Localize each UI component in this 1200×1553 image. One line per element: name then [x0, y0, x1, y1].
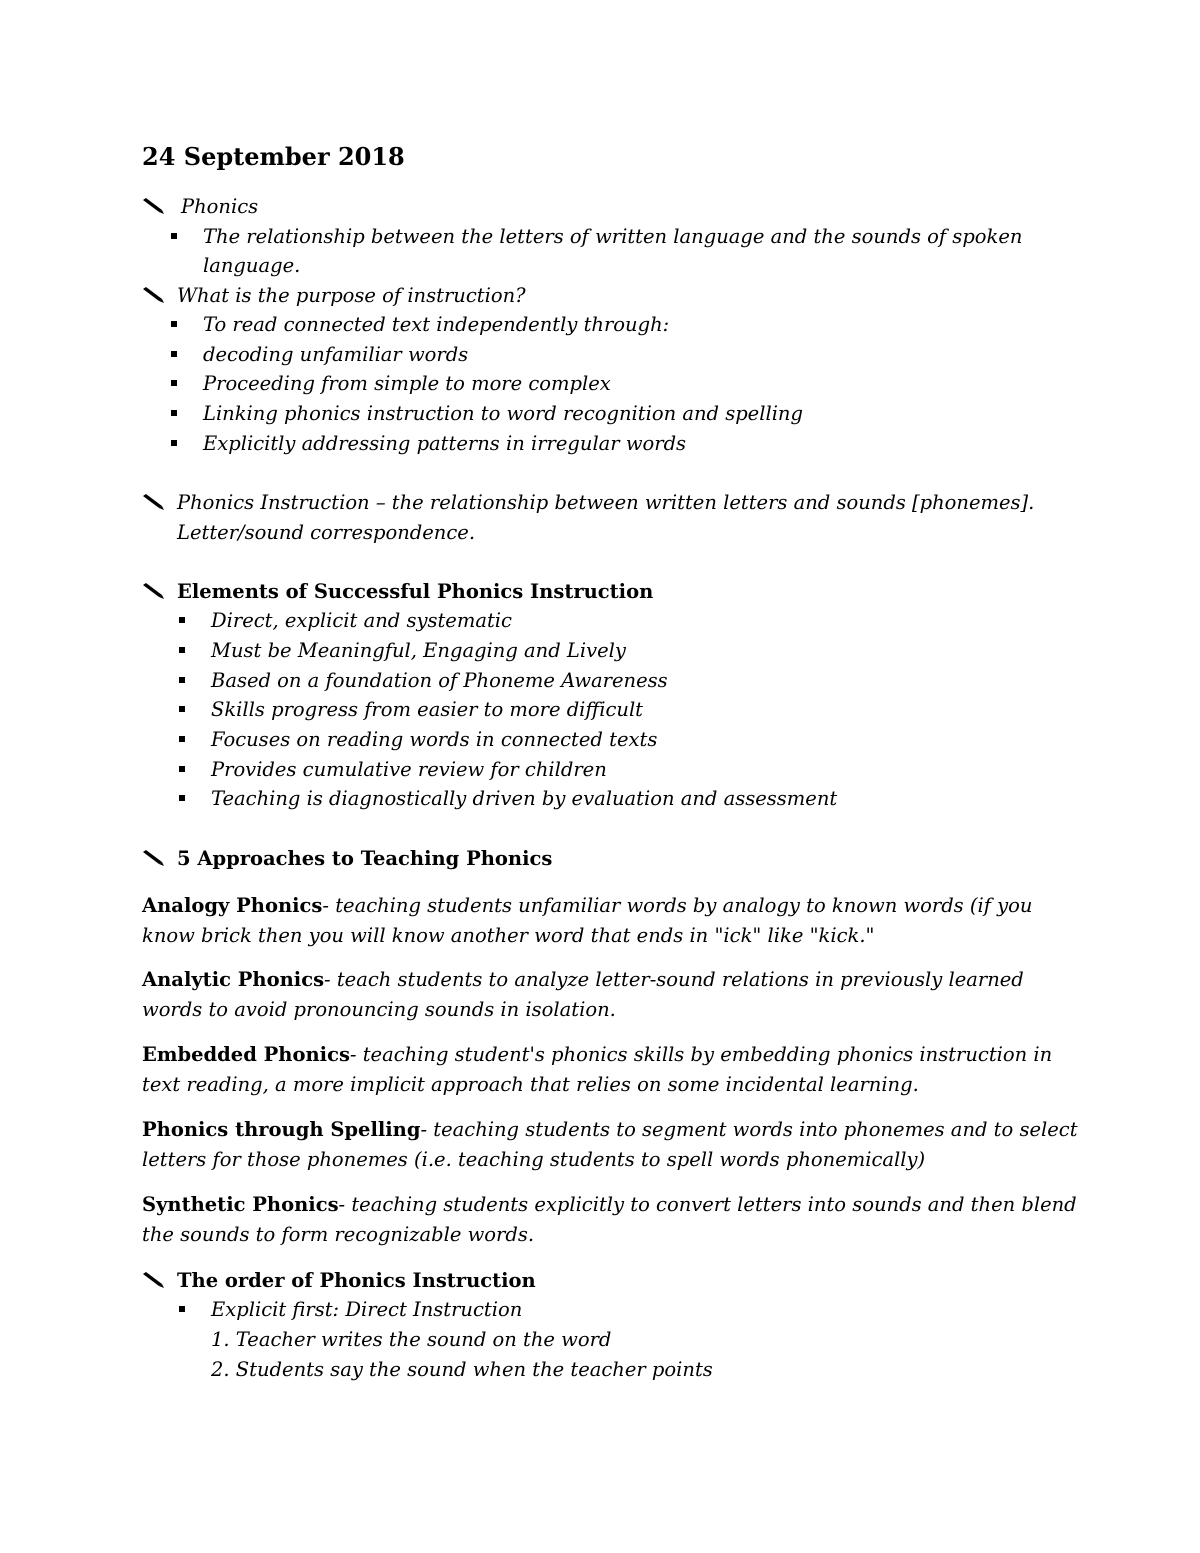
- approach-desc: - teaching students unfamiliar words by analogy to known words (if you: [322, 894, 1033, 917]
- phonics-definition: The relationship between the letters of written language and the sounds of spoken: [203, 225, 1023, 248]
- page-title: 24 September 2018: [142, 142, 405, 171]
- approach-term: Analytic Phonics: [142, 968, 325, 991]
- pencil-icon: [142, 198, 164, 214]
- approach-desc: - teaching students explicitly to convert letters into sounds and then blend: [338, 1193, 1077, 1216]
- approach-desc: - teaching students to segment words into phonemes and to select: [420, 1118, 1078, 1141]
- bullet-marker: [171, 233, 177, 239]
- elements-item: Skills progress from easier to more difficult: [211, 698, 644, 721]
- pencil-icon: [142, 494, 164, 510]
- elements-item: Provides cumulative review for children: [211, 758, 607, 781]
- bullet-marker: [179, 647, 185, 653]
- approach-desc: - teaching student's phonics skills by embedding phonics instruction in: [349, 1043, 1053, 1066]
- bullet-marker: [171, 321, 177, 327]
- approaches-heading: 5 Approaches to Teaching Phonics: [177, 847, 553, 870]
- approach-spelling: [142, 1116, 1078, 1144]
- approach-embedded: [142, 1041, 1052, 1069]
- pencil-icon: [142, 1272, 164, 1288]
- approach-analogy: [142, 892, 1032, 920]
- elements-item: Must be Meaningful, Engaging and Lively: [211, 639, 626, 662]
- elements-item: Teaching is diagnostically driven by evaluation and assessment: [211, 787, 838, 810]
- instruction-definition-cont: Letter/sound correspondence.: [177, 521, 476, 544]
- elements-heading: Elements of Successful Phonics Instruction: [177, 580, 654, 603]
- bullet-marker: [179, 1306, 185, 1312]
- bullet-marker: [171, 380, 177, 386]
- approach-term: Embedded Phonics: [142, 1043, 350, 1066]
- bullet-marker: [179, 706, 185, 712]
- bullet-marker: [171, 351, 177, 357]
- approach-desc-cont: know brick then you will know another word that ends in "ick" like "kick.": [142, 924, 875, 947]
- bullet-marker: [179, 617, 185, 623]
- purpose-heading: What is the purpose of instruction?: [177, 284, 526, 307]
- order-step: 1. Teacher writes the sound on the word: [211, 1328, 612, 1351]
- approach-term: Analogy Phonics: [142, 894, 323, 917]
- purpose-item: Explicitly addressing patterns in irregular words: [203, 432, 687, 455]
- bullet-marker: [179, 677, 185, 683]
- elements-item: Based on a foundation of Phoneme Awareness: [211, 669, 668, 692]
- elements-item: Direct, explicit and systematic: [211, 609, 512, 632]
- purpose-item: Linking phonics instruction to word recognition and spelling: [203, 402, 803, 425]
- purpose-item: decoding unfamiliar words: [203, 343, 469, 366]
- elements-item: Focuses on reading words in connected texts: [211, 728, 658, 751]
- approach-desc-cont: text reading, a more implicit approach that relies on some incidental learning.: [142, 1073, 919, 1096]
- phonics-heading: Phonics: [181, 195, 259, 218]
- approach-term: Synthetic Phonics: [142, 1193, 339, 1216]
- order-heading: The order of Phonics Instruction: [177, 1269, 536, 1292]
- order-item: Explicit first: Direct Instruction: [211, 1298, 523, 1321]
- pencil-icon: [142, 287, 164, 303]
- bullet-marker: [179, 736, 185, 742]
- approach-synthetic: [142, 1191, 1077, 1219]
- bullet-marker: [171, 410, 177, 416]
- bullet-marker: [171, 440, 177, 446]
- instruction-definition: Phonics Instruction – the relationship between written letters and sounds [phonemes].: [177, 491, 1035, 514]
- phonics-definition-cont: language.: [203, 254, 301, 277]
- approach-desc-cont: the sounds to form recognizable words.: [142, 1223, 535, 1246]
- approach-analytic: [142, 966, 1024, 994]
- bullet-marker: [179, 766, 185, 772]
- approach-desc-cont: letters for those phonemes (i.e. teaching students to spell words phonemically): [142, 1148, 926, 1171]
- bullet-marker: [179, 795, 185, 801]
- approach-desc-cont: words to avoid pronouncing sounds in isolation.: [142, 998, 616, 1021]
- approach-desc: - teach students to analyze letter-sound relations in previously learned: [324, 968, 1024, 991]
- order-step: 2. Students say the sound when the teacher points: [211, 1358, 713, 1381]
- pencil-icon: [142, 850, 164, 866]
- approach-term: Phonics through Spelling: [142, 1118, 421, 1141]
- pencil-icon: [142, 583, 164, 599]
- purpose-item: To read connected text independently through:: [203, 313, 670, 336]
- purpose-item: Proceeding from simple to more complex: [203, 372, 611, 395]
